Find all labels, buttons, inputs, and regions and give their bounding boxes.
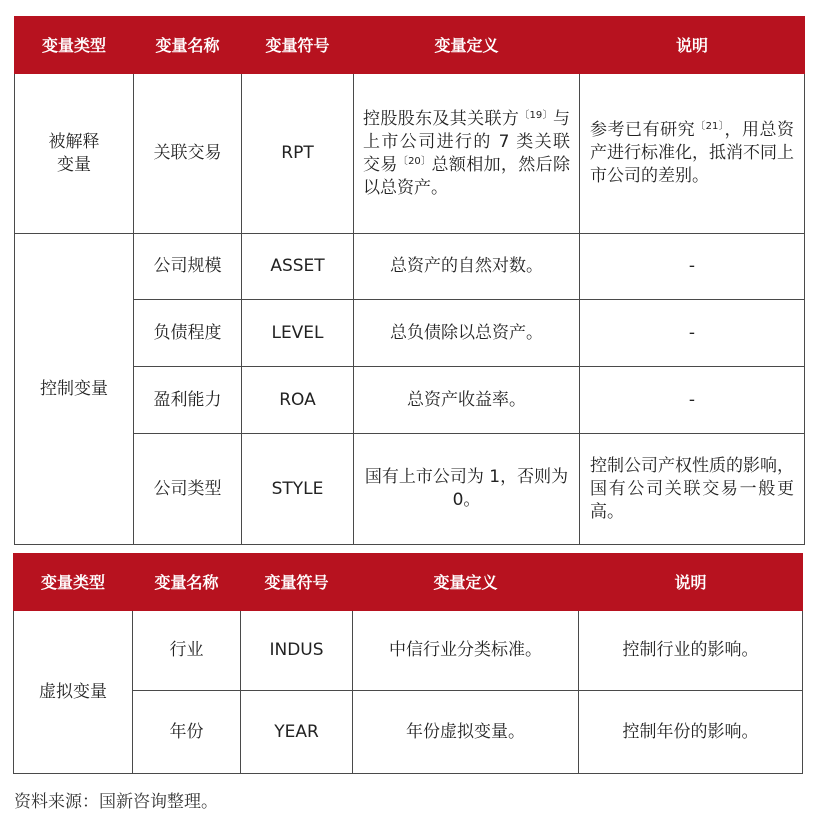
citation-ref: 〔21〕 (695, 121, 725, 132)
var-symbol: STYLE (242, 434, 354, 545)
var-symbol: ASSET (242, 234, 354, 300)
var-definition: 总负债除以总资产。 (354, 300, 580, 367)
table-row (15, 74, 805, 234)
table-row (14, 691, 803, 774)
table-row (15, 234, 805, 300)
variables-table-main (14, 16, 805, 545)
header-var-type: 变量类型 (15, 17, 134, 74)
var-name: 行业 (133, 611, 241, 691)
var-note: 控制公司产权性质的影响，国有公司关联交易一般更高。 (580, 434, 805, 545)
table-header-row (14, 554, 803, 611)
var-name: 负债程度 (134, 300, 242, 367)
var-note: 控制年份的影响。 (579, 691, 803, 774)
var-symbol: YEAR (241, 691, 353, 774)
header-var-name: 变量名称 (134, 17, 242, 74)
var-definition: 中信行业分类标准。 (353, 611, 579, 691)
group-explained: 被解释 变量 (15, 74, 134, 234)
var-note: - (580, 367, 805, 434)
var-definition: 国有上市公司为 1，否则为 0。 (354, 434, 580, 545)
table-row (15, 367, 805, 434)
table-row (15, 434, 805, 545)
header-var-symbol: 变量符号 (242, 17, 354, 74)
citation-ref: 〔19〕 (519, 109, 553, 121)
header-var-type: 变量类型 (14, 554, 133, 611)
var-symbol: ROA (242, 367, 354, 434)
var-name: 关联交易 (134, 74, 242, 234)
group-dummy: 虚拟变量 (14, 611, 133, 774)
header-note: 说明 (579, 554, 803, 611)
header-var-definition: 变量定义 (353, 554, 579, 611)
var-symbol: INDUS (241, 611, 353, 691)
header-var-symbol: 变量符号 (241, 554, 353, 611)
table-row (15, 300, 805, 367)
var-name: 盈利能力 (134, 367, 242, 434)
header-var-name: 变量名称 (133, 554, 241, 611)
var-note: - (580, 234, 805, 300)
var-name: 公司规模 (134, 234, 242, 300)
source-note: 资料来源：国新咨询整理。 (14, 792, 218, 812)
var-note: 参考已有研究$^{〔21〕}$，用总资产进行标准化，抵消不同上市公司的差别。 (580, 74, 805, 234)
header-var-definition: 变量定义 (354, 17, 580, 74)
table-row (14, 611, 803, 691)
var-note: 控制行业的影响。 (579, 611, 803, 691)
header-note: 说明 (580, 17, 805, 74)
var-name: 年份 (133, 691, 241, 774)
citation-ref: 〔20〕 (397, 155, 432, 167)
var-symbol: RPT (242, 74, 354, 234)
var-definition: 总资产收益率。 (354, 367, 580, 434)
var-note: - (580, 300, 805, 367)
group-control: 控制变量 (15, 234, 134, 545)
var-symbol: LEVEL (242, 300, 354, 367)
table-header-row (15, 17, 805, 74)
variables-table-dummy (13, 553, 803, 774)
var-definition: 年份虚拟变量。 (353, 691, 579, 774)
var-name: 公司类型 (134, 434, 242, 545)
var-definition: 总资产的自然对数。 (354, 234, 580, 300)
var-definition: 控股股东及其关联方$^{〔19〕}$与上市公司进行的 7 类关联交易$^{〔20〕}$总额相加，然后除以总资产。 (354, 74, 580, 234)
